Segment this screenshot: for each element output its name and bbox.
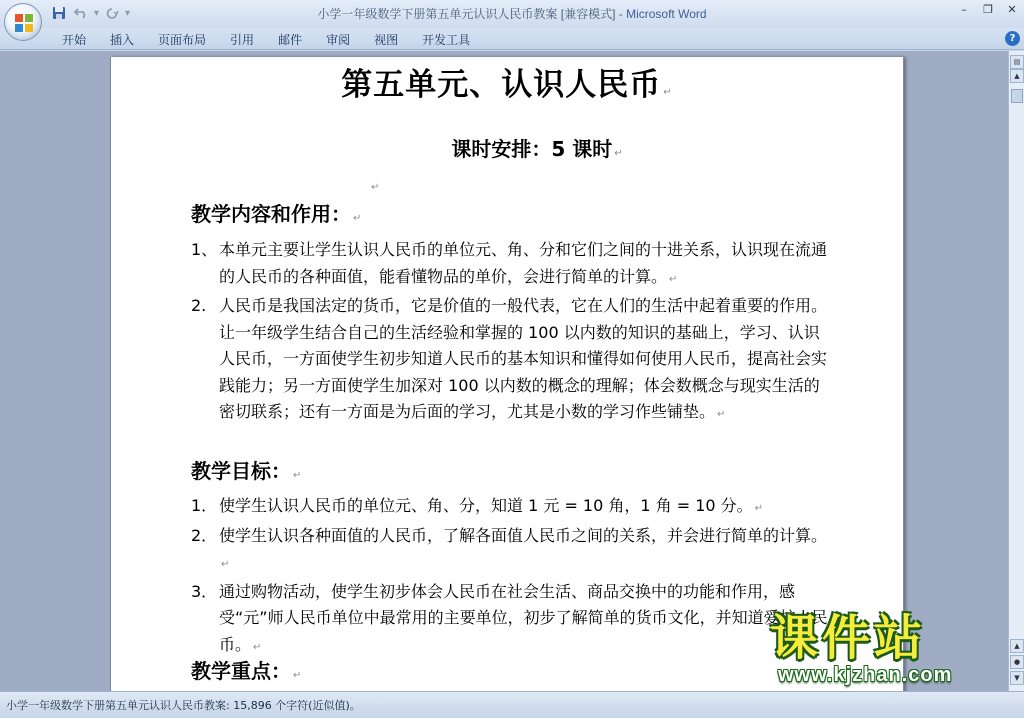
close-button[interactable]: ✕: [1007, 2, 1017, 16]
document-area[interactable]: [0, 51, 1008, 691]
paragraph-mark: ↵: [663, 87, 673, 98]
watermark-title: 课件站: [770, 610, 927, 666]
ribbon-tabs: [0, 28, 1024, 50]
watermark-logo: [770, 612, 1010, 690]
title-bar: [0, 0, 1024, 28]
help-icon[interactable]: ?: [1005, 31, 1020, 46]
office-logo-icon: [15, 14, 33, 32]
watermark-url: www.kjzhan.com: [778, 664, 953, 686]
tab-review[interactable]: 审阅: [326, 33, 351, 47]
undo-dropdown-icon[interactable]: ▾: [94, 7, 100, 19]
section-heading-content: 教学内容和作用： ↵: [191, 202, 362, 226]
section-heading-goals: 教学目标： ↵: [191, 459, 302, 483]
vertical-scrollbar[interactable]: [1008, 51, 1024, 691]
document-title: 第五单元、认识人民币 ↵: [341, 67, 673, 103]
list-item: 1． 使学生认识人民币的单位元、角、分，知道 1 元 = 10 角，1 角 = 10 分。 ↵: [191, 496, 764, 515]
list-item: 2． 使学生认识各种面值的人民币，了解各面值人民币之间的关系，并会进行简单的计算。↵: [191, 525, 828, 570]
tab-page-layout[interactable]: 页面布局: [158, 33, 207, 47]
status-text: 小学一年级数学下册第五单元认识人民币教案: 15,896 个字符(近似值)。: [6, 699, 361, 712]
tab-home[interactable]: 开始: [62, 33, 87, 47]
document-subtitle: 课时安排：5 课时 ↵: [451, 137, 623, 161]
tab-list: [50, 31, 482, 49]
list-item: 2. 人民币是我国法定的货币，它是价值的一般代表，它在人们的生活中起着重要的作用。让一年级学生结合自己的生活经验和掌握的 100 以内数的知识的基础上，学习、认识人民币，一方面使学生初步知道人民币的基本知识和懂得如何使用人民币，提高社会实践能力；另一方面使学生加深对 100 以内数的概念的理解；体会数概念与现实生活的密切联系；还有一方面是为后面的学习，尤其是小数的学习作些铺垫。 ↵: [191, 296, 828, 421]
list-item: 1、 本单元主要让学生认识人民币的单位元、角、分和它们之间的十进关系，认识现在流通的人民币的各种面值，能看懂物品的单价，会进行简单的计算。 ↵: [191, 240, 828, 286]
goals-list: [191, 493, 831, 661]
window-title: 小学一年级数学下册第五单元认识人民币教案 [兼容模式] - Microsoft Word: [317, 7, 707, 21]
customize-icon[interactable]: ▾: [125, 7, 131, 19]
tab-references[interactable]: 引用: [230, 33, 255, 47]
select-browse-object-icon[interactable]: ●: [1010, 655, 1024, 669]
list-item: 3． 通过购物活动，使学生初步体会人民币在社会生活、商品交换中的功能和作用，感受“元”师人民币单位中最常用的主要单位，初步了解简单的货币文化，并知道爱护人民币。 ↵: [191, 581, 828, 654]
window-controls: [952, 0, 1024, 18]
paragraph-mark: ↵: [614, 148, 623, 159]
tab-insert[interactable]: 插入: [110, 33, 135, 47]
scroll-up-icon[interactable]: ▲: [1010, 69, 1024, 83]
next-page-icon[interactable]: ▼: [1010, 671, 1024, 685]
document-page[interactable]: [110, 57, 904, 691]
status-bar: [0, 691, 1024, 718]
empty-paragraph: ↵: [371, 182, 380, 193]
tab-view[interactable]: 视图: [374, 33, 399, 47]
section-heading-key-points: 教学重点： ↵: [191, 659, 302, 683]
previous-page-icon[interactable]: ▲: [1010, 639, 1024, 653]
tab-mailings[interactable]: 邮件: [278, 33, 303, 47]
restore-button[interactable]: ❐: [983, 2, 993, 16]
tab-developer[interactable]: 开发工具: [422, 33, 471, 47]
content-list: [191, 237, 831, 429]
office-button[interactable]: [4, 3, 42, 41]
view-ruler-icon[interactable]: ▤: [1010, 55, 1024, 69]
minimize-button[interactable]: –: [961, 2, 967, 16]
scroll-thumb[interactable]: [1011, 89, 1023, 103]
